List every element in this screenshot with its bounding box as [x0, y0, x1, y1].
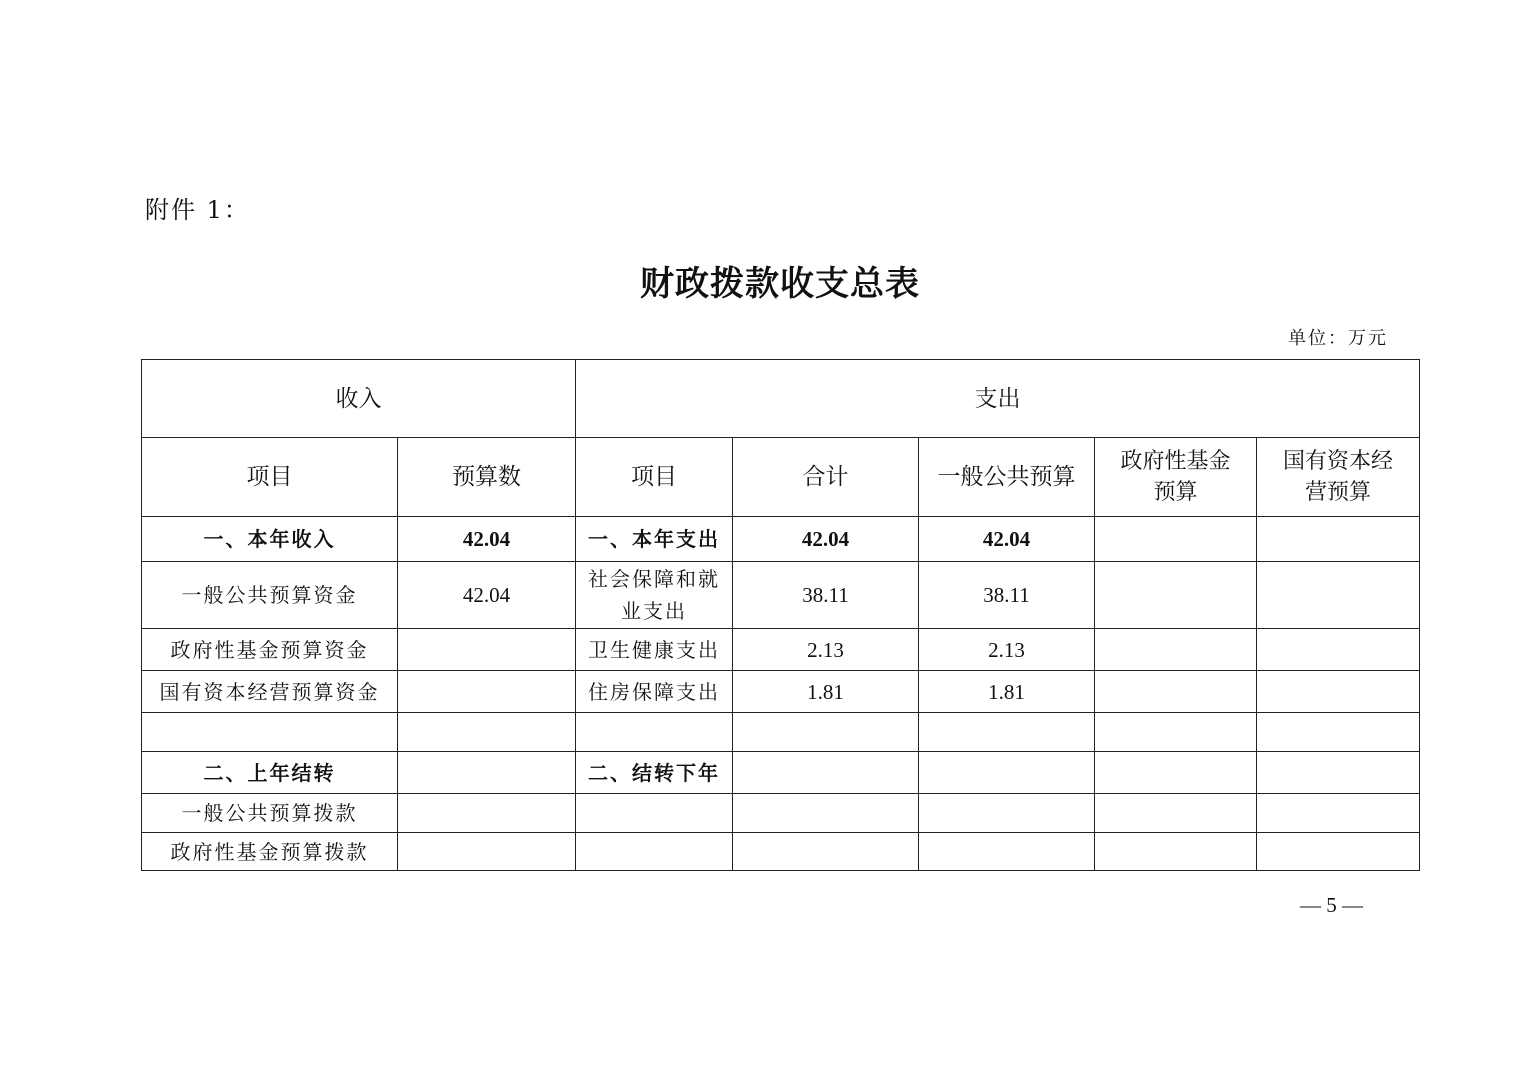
- general-budget-cell: [919, 833, 1095, 871]
- total-cell: 1.81: [733, 671, 919, 713]
- table-row: [142, 671, 1420, 713]
- income-item-cell: 一、本年收入: [142, 517, 398, 562]
- gov-fund-cell: [1095, 713, 1257, 752]
- state-capital-cell: [1257, 671, 1420, 713]
- income-amount-cell: [398, 752, 576, 794]
- page-number: — 5 —: [1300, 893, 1363, 917]
- income-item-cell: 国有资本经营预算资金: [142, 671, 398, 713]
- income-amount-cell: 42.04: [398, 517, 576, 562]
- expense-item-cell: 卫生健康支出: [576, 629, 733, 671]
- table-row: [142, 833, 1420, 871]
- income-item-cell: 二、上年结转: [142, 752, 398, 794]
- expense-item-header: 项目: [576, 438, 733, 517]
- gov-fund-cell: [1095, 833, 1257, 871]
- general-budget-cell: 42.04: [919, 517, 1095, 562]
- income-item-cell: [142, 713, 398, 752]
- table-row: [142, 629, 1420, 671]
- total-cell: [733, 713, 919, 752]
- table-row: [142, 752, 1420, 794]
- expense-item-cell: [576, 833, 733, 871]
- unit-label: 单位：万元: [1288, 328, 1388, 349]
- income-amount-cell: [398, 629, 576, 671]
- gov-fund-cell: [1095, 517, 1257, 562]
- gov-fund-cell: [1095, 671, 1257, 713]
- general-budget-cell: [919, 713, 1095, 752]
- budget-table: [141, 359, 1420, 871]
- general-budget-cell: 38.11: [919, 562, 1095, 629]
- general-budget-cell: 2.13: [919, 629, 1095, 671]
- gov-fund-budget-header: [1095, 438, 1257, 517]
- table-row: [142, 713, 1420, 752]
- state-capital-cell: [1257, 629, 1420, 671]
- income-header: 收入: [142, 360, 576, 438]
- state-capital-cell: [1257, 517, 1420, 562]
- attachment-label: 附件 1：: [145, 196, 250, 224]
- gov-fund-budget-header-line2: 预算: [1153, 480, 1198, 505]
- income-amount-cell: [398, 833, 576, 871]
- total-cell: 42.04: [733, 517, 919, 562]
- general-budget-cell: [919, 752, 1095, 794]
- income-item-cell: 政府性基金预算资金: [142, 629, 398, 671]
- total-cell: 2.13: [733, 629, 919, 671]
- general-budget-cell: 1.81: [919, 671, 1095, 713]
- expense-item-cell: 二、结转下年: [576, 752, 733, 794]
- income-amount-cell: [398, 713, 576, 752]
- income-budget-header: 预算数: [398, 438, 576, 517]
- state-capital-header-line1: 国有资本经: [1282, 449, 1393, 474]
- state-capital-cell: [1257, 713, 1420, 752]
- table-row: [142, 517, 1420, 562]
- expense-item-cell: 住房保障支出: [576, 671, 733, 713]
- expense-item-cell: 一、本年支出: [576, 517, 733, 562]
- gov-fund-cell: [1095, 562, 1257, 629]
- income-amount-cell: [398, 671, 576, 713]
- expense-item-cell: [576, 562, 733, 629]
- income-item-cell: 政府性基金预算拨款: [142, 833, 398, 871]
- table-row: [142, 562, 1420, 629]
- expense-item-cell: [576, 713, 733, 752]
- total-header: 合计: [733, 438, 919, 517]
- gov-fund-cell: [1095, 752, 1257, 794]
- table-column-header-row: [142, 438, 1420, 517]
- gov-fund-budget-header-line1: 政府性基金: [1120, 449, 1231, 474]
- gov-fund-cell: [1095, 629, 1257, 671]
- general-budget-cell: [919, 794, 1095, 833]
- table-group-header-row: [142, 360, 1420, 438]
- income-item-cell: 一般公共预算拨款: [142, 794, 398, 833]
- income-amount-cell: 42.04: [398, 562, 576, 629]
- general-budget-header: 一般公共预算: [919, 438, 1095, 517]
- total-cell: [733, 833, 919, 871]
- total-cell: 38.11: [733, 562, 919, 629]
- state-capital-cell: [1257, 794, 1420, 833]
- total-cell: [733, 752, 919, 794]
- state-capital-header: [1257, 438, 1420, 517]
- state-capital-cell: [1257, 752, 1420, 794]
- state-capital-cell: [1257, 562, 1420, 629]
- page-title: 财政拨款收支总表: [640, 264, 920, 304]
- table-row: [142, 794, 1420, 833]
- total-cell: [733, 794, 919, 833]
- income-item-header: 项目: [142, 438, 398, 517]
- income-amount-cell: [398, 794, 576, 833]
- gov-fund-cell: [1095, 794, 1257, 833]
- expense-item-line2: 业支出: [621, 599, 687, 623]
- expense-item-line1: 社会保障和就: [588, 567, 720, 591]
- state-capital-cell: [1257, 833, 1420, 871]
- expense-header: 支出: [576, 360, 1420, 438]
- expense-item-cell: [576, 794, 733, 833]
- state-capital-header-line2: 营预算: [1304, 480, 1371, 505]
- income-item-cell: 一般公共预算资金: [142, 562, 398, 629]
